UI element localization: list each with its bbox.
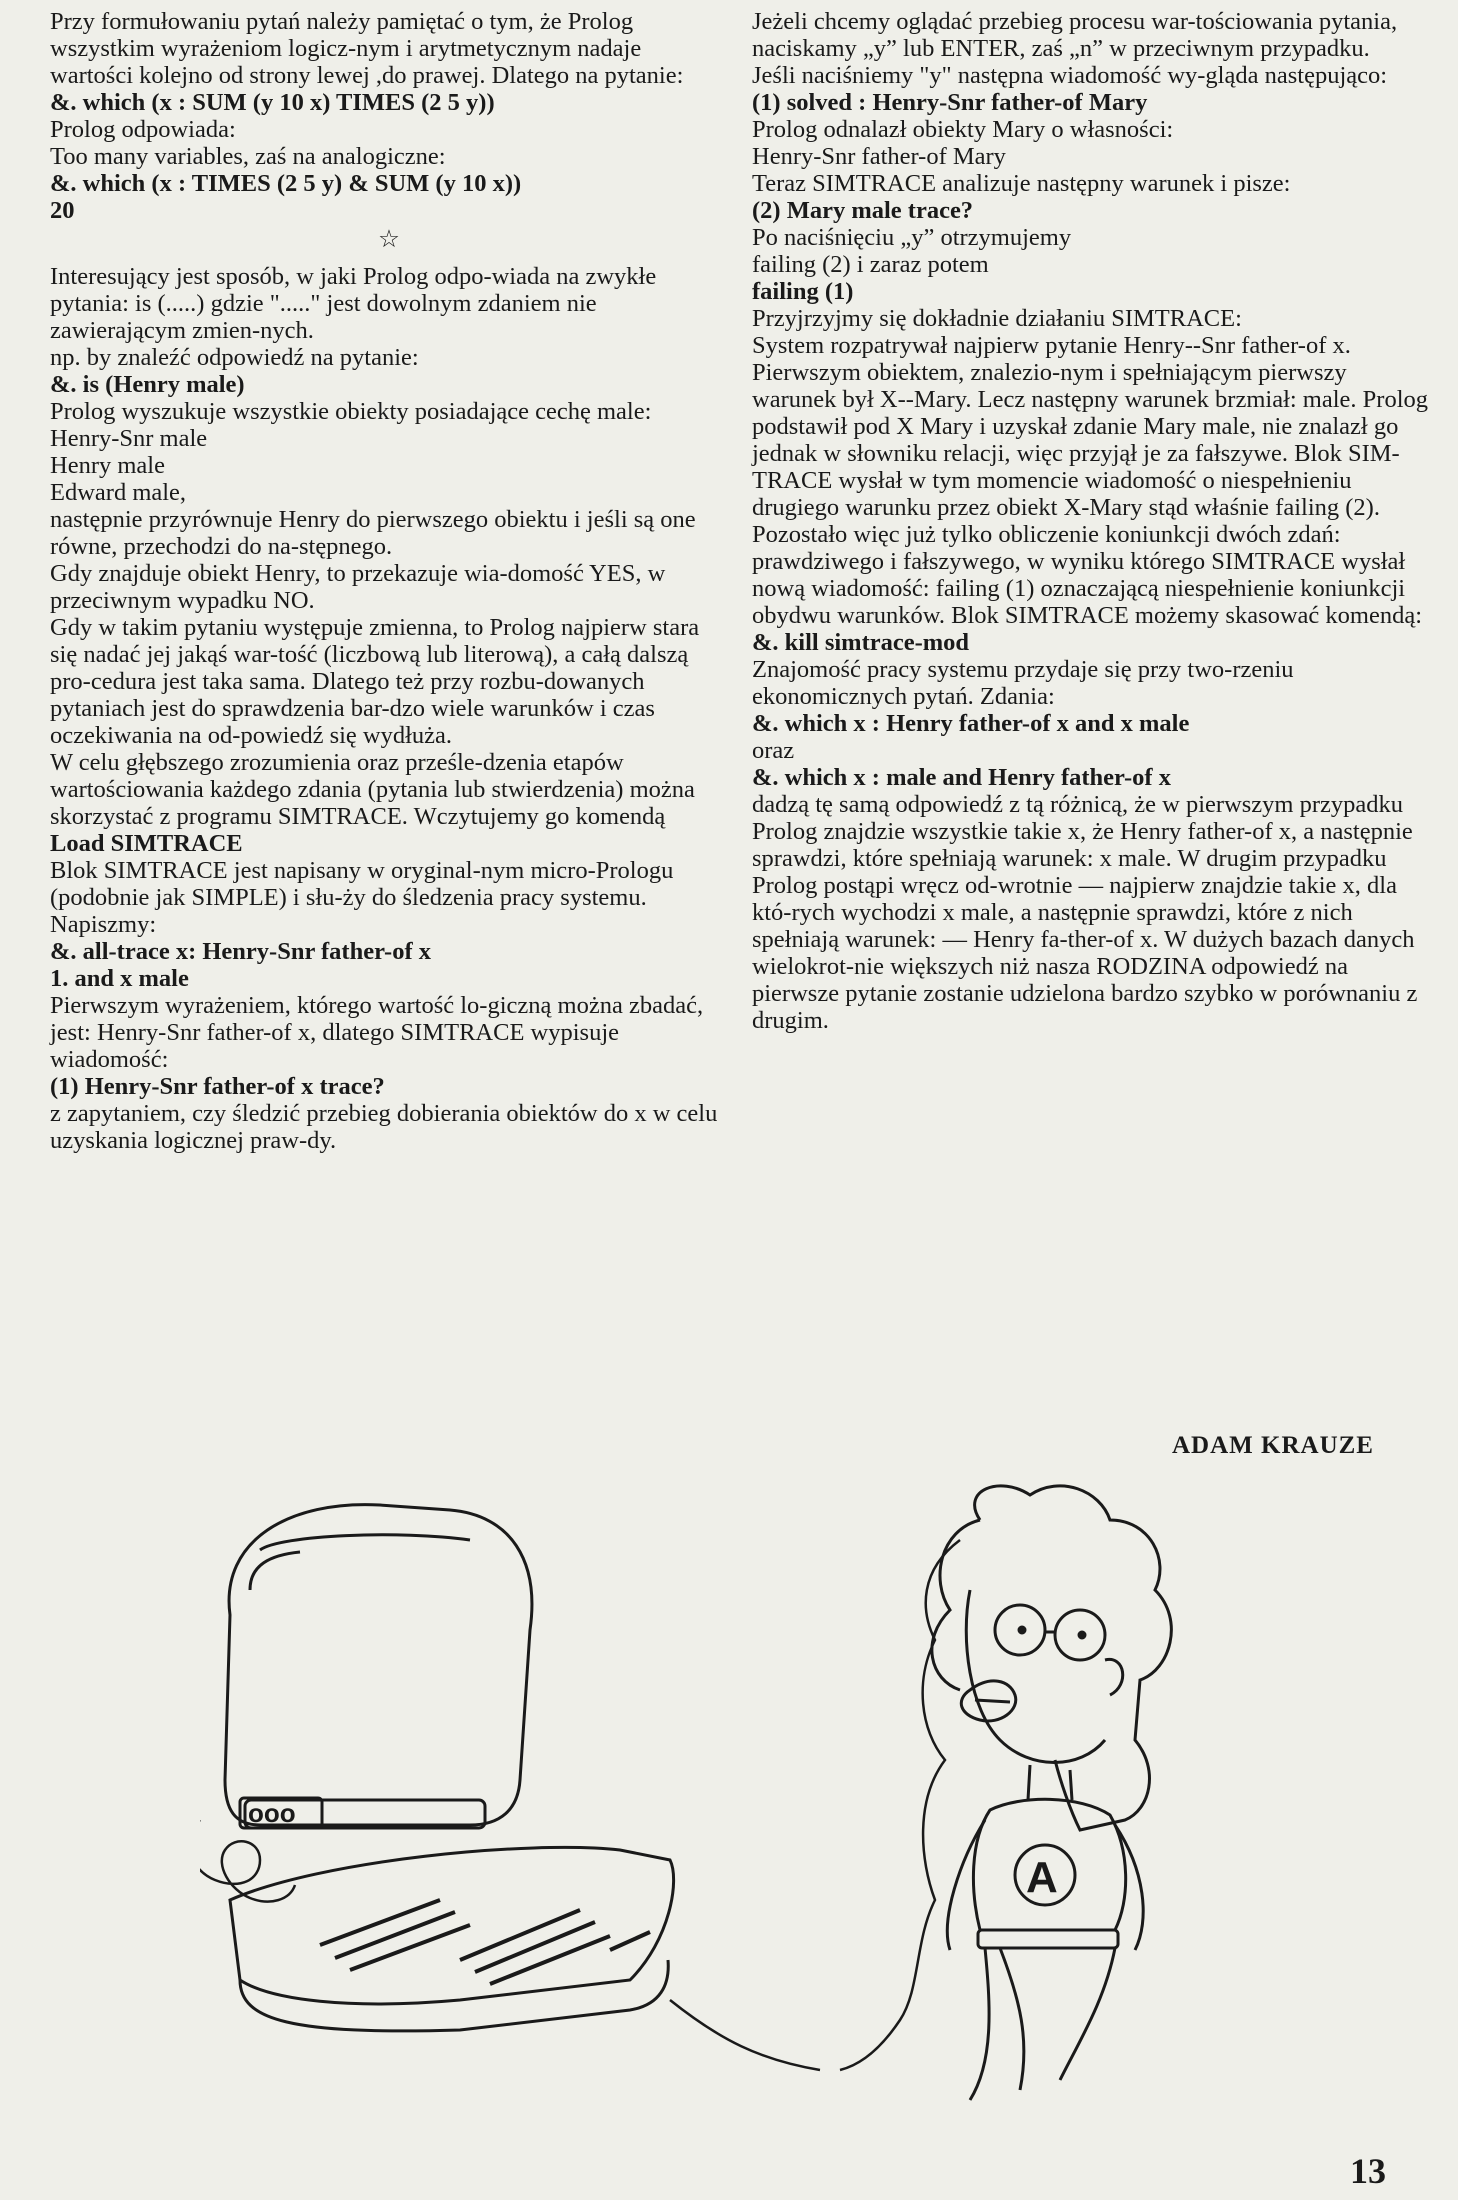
paragraph: Too many variables, zaś na analogiczne: (50, 143, 446, 170)
paragraph: Edward male, (50, 479, 187, 506)
paragraph: dadzą tę samą odpowiedź z tą różnicą, że w pierwszym przypadku Prolog znajdzie wszystkie takie x, że Henry father-of x, a następnie sprawdzi, które spełniają warunek: x male. W drugim przypadku Prolog postąpi wręcz od-wrotnie — najpierw znajdzie takie x, dla któ-rych wychodzi x male, a następnie sprawdzi, które z nich spełniają warunek: — Henry fa-ther-of x. W dużych bazach danych wielokrot-nie większych niż nasza RODZINA odpowiedź na pierwsze pytanie zostanie udzielona bardzo szybko w porównaniu z drugim. (752, 791, 1424, 1034)
code-line: &. which (x : TIMES (2 5 y) & SUM (y 10 x)) (50, 170, 522, 197)
code-line: &. which x : Henry father-of x and x male (752, 710, 1190, 737)
paragraph: oraz (752, 737, 795, 764)
paragraph: Teraz SIMTRACE analizuje następny warunek i pisze: (752, 170, 1291, 197)
paragraph: Henry-Snr male (50, 425, 208, 452)
code-line: (1) Henry-Snr father-of x trace? (50, 1073, 385, 1100)
paragraph: Przyjrzyjmy się dokładnie działaniu SIMTRACE: (752, 305, 1242, 332)
computer-drawing (200, 1505, 820, 2070)
paragraph: Przy formułowaniu pytań należy pamiętać o tym, że Prolog wszystkim wyrażeniom logicz-nym i arytmetycznym nadaje wartości kolejno od strony lewej ,do prawej. Dlatego na pytanie: (50, 8, 684, 89)
cartoon-illustration (200, 1480, 1400, 2120)
paragraph: Henry male (50, 452, 165, 479)
code-line: 20 (50, 197, 75, 224)
code-line: Load SIMTRACE (50, 830, 243, 857)
paragraph: Prolog odnalazł obiekty Mary o własności: (752, 116, 1174, 143)
code-line: &. which (x : SUM (y 10 x) TIMES (2 5 y)) (50, 89, 495, 116)
paragraph: W celu głębszego zrozumienia oraz prześle-dzenia etapów wartościowania każdego zdania (pytania lub stwierdzenia) można skorzystać z programu SIMTRACE. Wczytujemy go komendą (50, 749, 702, 830)
left-column (50, 8, 728, 1154)
code-line: &. is (Henry male) (50, 371, 245, 398)
paragraph: Prolog odpowiada: (50, 116, 236, 143)
paragraph: Blok SIMTRACE jest napisany w oryginal-nym micro-Prologu (podobnie jak SIMPLE) i słu-ży do śledzenia pracy systemu. Napiszmy: (50, 857, 680, 938)
paragraph: Znajomość pracy systemu przydaje się przy two-rzeniu ekonomicznych pytań. Zdania: (752, 656, 1300, 710)
paragraph: Gdy znajduje obiekt Henry, to przekazuje wia-domość YES, w przeciwnym wypadku NO. (50, 560, 672, 614)
paragraph: Gdy w takim pytaniu występuje zmienna, to Prolog najpierw stara się nadać jej jakąś war-tość (liczbową lub literową), a całą dalszą pro-cedura jest taka sama. Dlatego też przy rozbu-dowanych pytaniach jest do sprawdzenia bar-dzo wiele warunków i czas oczekiwania na od-powiedź się wydłuża. (50, 614, 706, 749)
right-column (752, 8, 1435, 1034)
code-line: &. which x : male and Henry father-of x (752, 764, 1171, 791)
page-number: 13 (1350, 2151, 1386, 2191)
code-line: (2) Mary male trace? (752, 197, 974, 224)
paragraph: Henry-Snr father-of Mary (752, 143, 1006, 170)
paragraph: Prolog wyszukuje wszystkie obiekty posiadające cechę male: (50, 398, 652, 425)
character-drawing (840, 1486, 1171, 2100)
keypad-label: ooo (248, 1798, 296, 1828)
code-line: (1) solved : Henry-Snr father-of Mary (752, 89, 1148, 116)
separator-star: ☆ (378, 226, 400, 253)
paragraph: następnie przyrównuje Henry do pierwszego obiektu i jeśli są one równe, przechodzi do na-stępnego. (50, 506, 702, 560)
paragraph: System rozpatrywał najpierw pytanie Henry--Snr father-of x. Pierwszym obiektem, znalezio-nym i spełniającym pierwszy warunek był X--Mary. Lecz następny warunek brzmiał: male. Prolog podstawił pod X Mary i uzyskał zdanie Mary male, nie znalazł go jednak w słowniku relacji, więc przyjął je za fałszywe. Blok SIM-TRACE wysłał w tym momencie wiadomość o niespełnieniu drugiego warunku przez obiekt X-Mary stąd właśnie failing (2). Pozostało więc już tylko obliczenie koniunkcji dwóch zdań: prawdziwego i fałszywego, w wyniku którego SIMTRACE wysłał nową wiadomość: failing (1) oznaczającą niespełnienie koniunkcji obydwu warunków. Blok SIMTRACE możemy skasować komendą: (752, 332, 1435, 629)
code-line: &. all-trace x: Henry-Snr father-of x (50, 938, 431, 965)
author-signature: ADAM KRAUZE (1172, 1432, 1374, 1459)
paragraph: Interesujący jest sposób, w jaki Prolog odpo-wiada na zwykłe pytania: is (.....) gdzie "....." jest dowolnym zdaniem nie zawierającym zmien-nych. (50, 263, 663, 344)
paragraph: Pierwszym wyrażeniem, którego wartość lo-giczną można zbadać, jest: Henry-Snr father-of x, dlatego SIMTRACE wypisuje wiadomość: (50, 992, 710, 1073)
code-line: 1. and x male (50, 965, 189, 992)
code-line: failing (1) (752, 278, 854, 305)
paragraph: Po naciśnięciu „y” otrzymujemy (752, 224, 1072, 251)
code-line: &. kill simtrace-mod (752, 629, 970, 656)
paragraph: failing (2) i zaraz potem (752, 251, 989, 278)
paragraph: Jeżeli chcemy oglądać przebieg procesu war-tościowania pytania, naciskamy „y” lub ENTER, zaś „n” w przeciwnym przypadku. (752, 8, 1404, 62)
paragraph: np. by znaleźć odpowiedź na pytanie: (50, 344, 419, 371)
paragraph: Jeśli naciśniemy "y" następna wiadomość wy-gląda następująco: (752, 62, 1388, 89)
shirt-letter: A (1026, 1853, 1058, 1902)
paragraph: z zapytaniem, czy śledzić przebieg dobierania obiektów do x w celu uzyskania logicznej praw-dy. (50, 1100, 724, 1154)
